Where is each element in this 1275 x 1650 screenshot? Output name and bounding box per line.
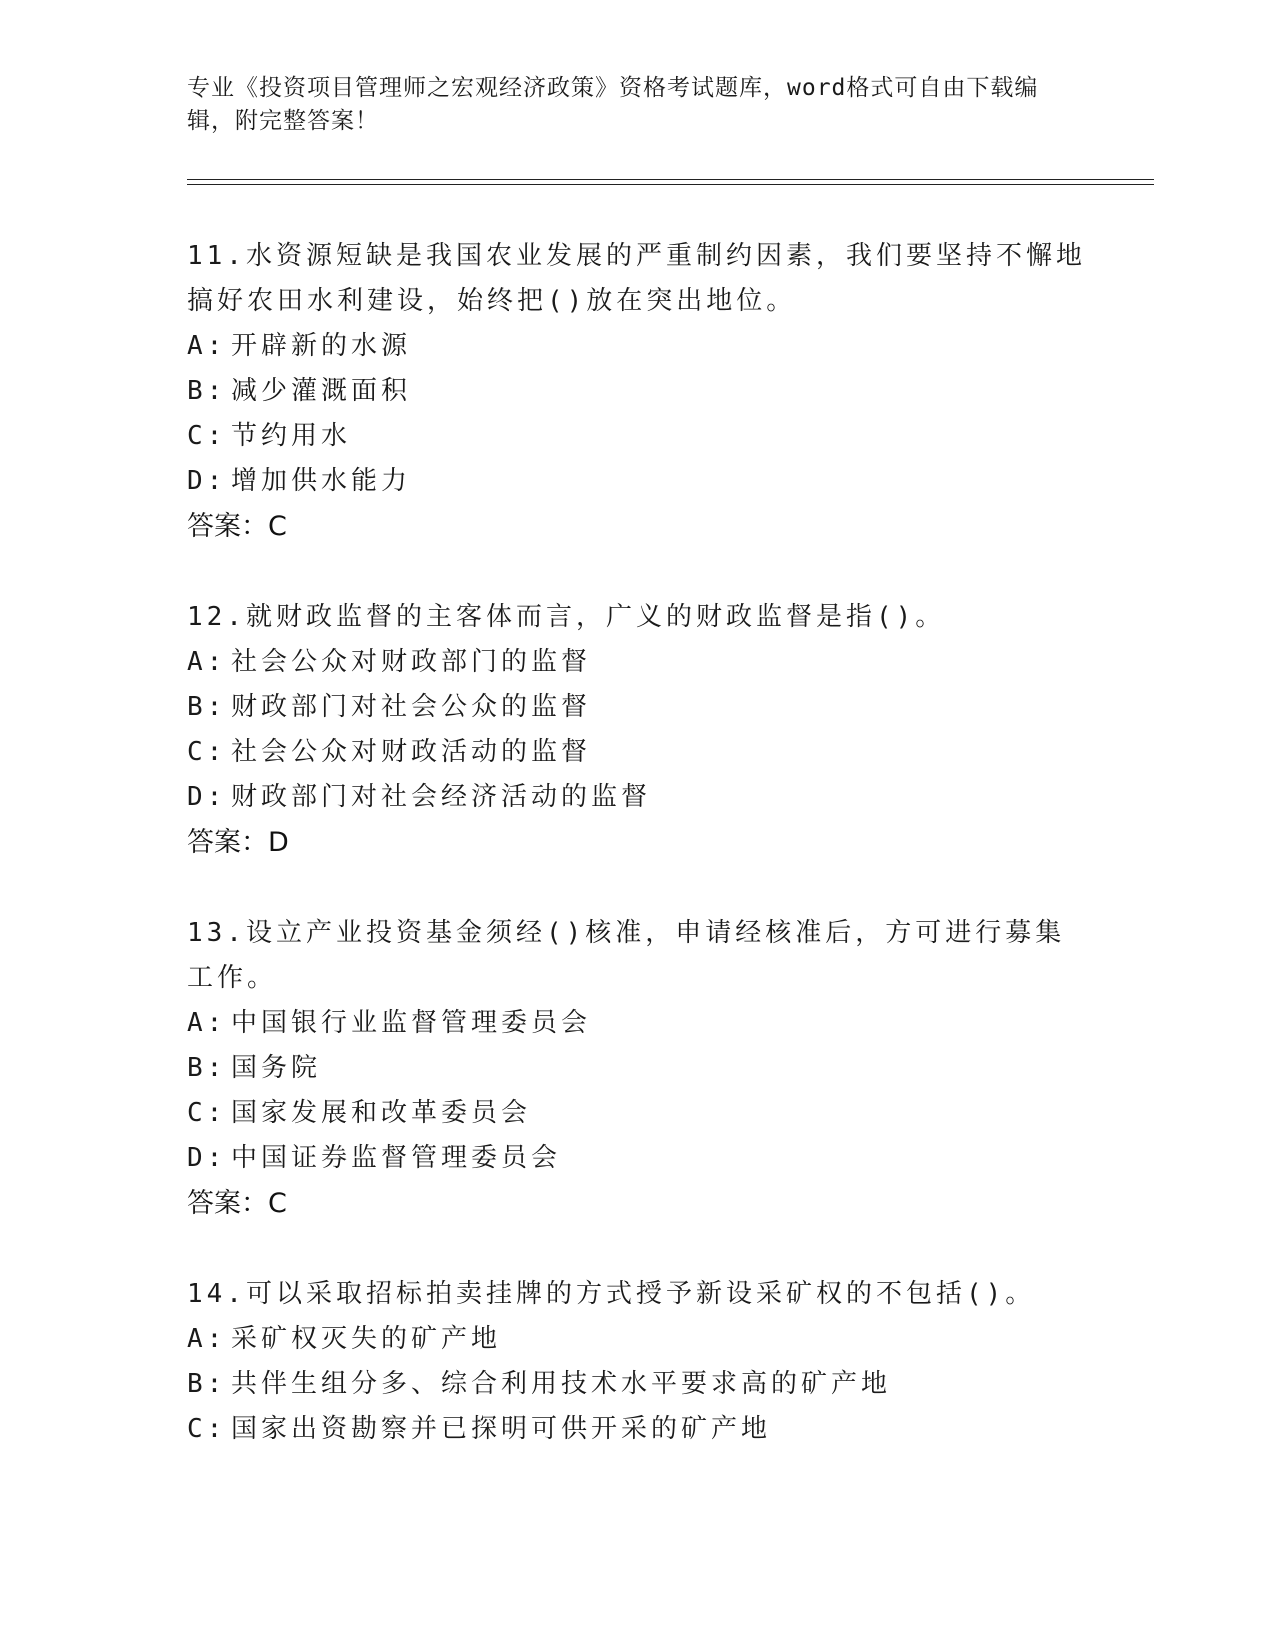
option-text: 中国证券监督管理委员会: [231, 1143, 562, 1173]
option-text: 财政部门对社会公众的监督: [231, 692, 592, 722]
option-letter: B:: [187, 376, 227, 406]
question-12: [187, 595, 1087, 866]
option-text: 节约用水: [231, 421, 352, 451]
question-stem: 14.可以采取招标拍卖挂牌的方式授予新设采矿权的不包括()。: [187, 1279, 1036, 1309]
option-a: [187, 640, 1087, 685]
option-text: 增加供水能力: [231, 466, 412, 496]
option-letter: B:: [187, 1369, 227, 1399]
option-letter: C:: [187, 1414, 227, 1444]
option-d: [187, 459, 1087, 504]
option-letter: A:: [187, 331, 227, 361]
question-stem: 13.设立产业投资基金须经()核准，申请经核准后，方可进行募集工作。: [187, 918, 1066, 993]
question-stem: 12.就财政监督的主客体而言，广义的财政监督是指()。: [187, 602, 946, 632]
option-c: [187, 1091, 1087, 1136]
question-list: [187, 234, 1087, 1497]
option-letter: C:: [187, 737, 227, 767]
question-11: [187, 234, 1087, 550]
answer-line: 答案：D: [187, 827, 289, 858]
option-text: 国家发展和改革委员会: [231, 1098, 532, 1128]
option-letter: B:: [187, 1053, 227, 1083]
option-letter: C:: [187, 421, 227, 451]
option-text: 共伴生组分多、综合利用技术水平要求高的矿产地: [231, 1369, 892, 1399]
option-text: 采矿权灭失的矿产地: [231, 1324, 502, 1354]
option-letter: B:: [187, 692, 227, 722]
option-a: [187, 1317, 1087, 1362]
header-divider-bottom: [187, 184, 1154, 185]
option-text: 国家出资勘察并已探明可供开采的矿产地: [231, 1414, 772, 1444]
option-letter: C:: [187, 1098, 227, 1128]
option-letter: D:: [187, 1143, 227, 1173]
option-text: 社会公众对财政部门的监督: [231, 647, 592, 677]
option-letter: D:: [187, 782, 227, 812]
option-text: 开辟新的水源: [231, 331, 412, 361]
option-c: [187, 730, 1087, 775]
option-letter: A:: [187, 1008, 227, 1038]
option-letter: A:: [187, 1324, 227, 1354]
option-letter: D:: [187, 466, 227, 496]
question-13: [187, 911, 1087, 1227]
option-c: [187, 1407, 1087, 1452]
option-b: [187, 685, 1087, 730]
option-d: [187, 1136, 1087, 1181]
option-a: [187, 1001, 1087, 1046]
option-b: [187, 1362, 1087, 1407]
option-letter: A:: [187, 647, 227, 677]
question-14: [187, 1272, 1087, 1452]
option-b: [187, 1046, 1087, 1091]
header-divider-top: [187, 179, 1154, 180]
option-text: 减少灌溉面积: [231, 376, 412, 406]
answer-line: 答案：C: [187, 1188, 287, 1219]
option-b: [187, 369, 1087, 414]
option-c: [187, 414, 1087, 459]
option-text: 中国银行业监督管理委员会: [231, 1008, 592, 1038]
option-text: 社会公众对财政活动的监督: [231, 737, 592, 767]
document-header: 专业《投资项目管理师之宏观经济政策》资格考试题库，word格式可自由下载编辑，附完整答案！: [187, 75, 1039, 134]
answer-line: 答案：C: [187, 511, 287, 542]
option-text: 财政部门对社会经济活动的监督: [231, 782, 652, 812]
option-d: [187, 775, 1087, 820]
option-text: 国务院: [231, 1053, 322, 1083]
option-a: [187, 324, 1087, 369]
question-stem: 11.水资源短缺是我国农业发展的严重制约因素，我们要坚持不懈地搞好农田水利建设，始终把()放在突出地位。: [187, 241, 1086, 316]
